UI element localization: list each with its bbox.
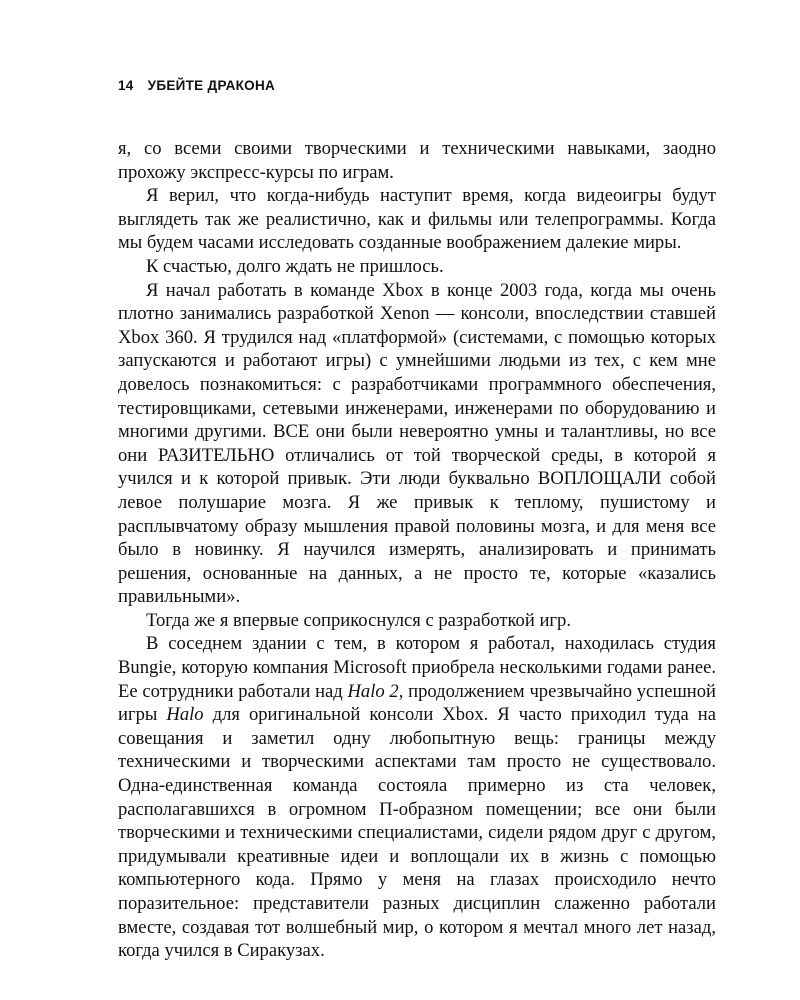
game-title-halo-2: Halo 2 [347, 680, 399, 702]
page-number: 14 [118, 78, 134, 93]
paragraph: Я верил, что когда-нибудь наступит время, когда видеоигры будут выглядеть так же реалистично, как и фильмы или телепрограммы. Когда мы будем часами исследовать созданные воображением далекие миры. [118, 185, 716, 254]
paragraph: К счастью, долго ждать не пришлось. [146, 255, 444, 277]
body-text [118, 137, 716, 963]
paragraph-halo [118, 632, 716, 962]
paragraph: я, со всеми своими творческими и техническими навыками, заодно прохожу экспресс-курсы по играм. [118, 138, 716, 183]
game-title-halo: Halo [166, 704, 204, 726]
paragraph: Я начал работать в команде Xbox в конце 2003 года, когда мы очень плотно занимались разработкой Xenon — консоли, впоследствии ставшей Xbox 360. Я трудился над «платформой» (системами, с помощью которых запускаются и работают игры) с умнейшими людьми из тех, с кем мне довелось познакомиться: с разработчиками программного обеспечения, тестировщиками, сетевыми инженерами, инженерами по оборудованию и многими другими. ВСЕ они были невероятно умны и талантливы, но все они РАЗИТЕЛЬНО отличались от той творческой среды, в которой я учился и к которой привык. Эти люди буквально ВОПЛОЩАЛИ собой левое полушарие мозга. Я же привык к теплому, пушистому и расплывчатому образу мышления правой половины мозга, и для меня все было в новинку. Я научился измерять, анализировать и принимать решения, основанные на данных, а не просто те, которые «казались правильными». [118, 279, 716, 608]
paragraph: Тогда же я впервые соприкоснулся с разработкой игр. [146, 609, 571, 631]
running-head [118, 78, 275, 93]
paragraph-segment: В соседнем здании с тем, в котором я работал, находилась студия Bungie, которую компания Microsoft приобрела несколькими годами ранее. Ее сотрудники работали над [118, 633, 716, 702]
book-title: УБЕЙТЕ ДРАКОНА [147, 78, 276, 93]
paragraph-segment: , продолжением чрезвычайно успешной игры [118, 680, 717, 726]
paragraph-segment: для оригинальной консоли Xbox. Я часто приходил туда на совещания и заметил одну любопытную вещь: границы между техническими и творческими аспектами там просто не существовало. Одна-единственная команда состояла примерно из ста человек, располагавшихся в огромном П-образном помещении; все они были творческими и техническими специалистами, сидели рядом друг с другом, придумывали креативные идеи и воплощали их в жизнь с помощью компьютерного кода. Прямо у меня на глазах происходило нечто поразительное: представители разных дисциплин слаженно работали вместе, создавая тот волшебный мир, о котором я мечтал много лет назад, когда учился в Сиракузах. [118, 704, 717, 962]
